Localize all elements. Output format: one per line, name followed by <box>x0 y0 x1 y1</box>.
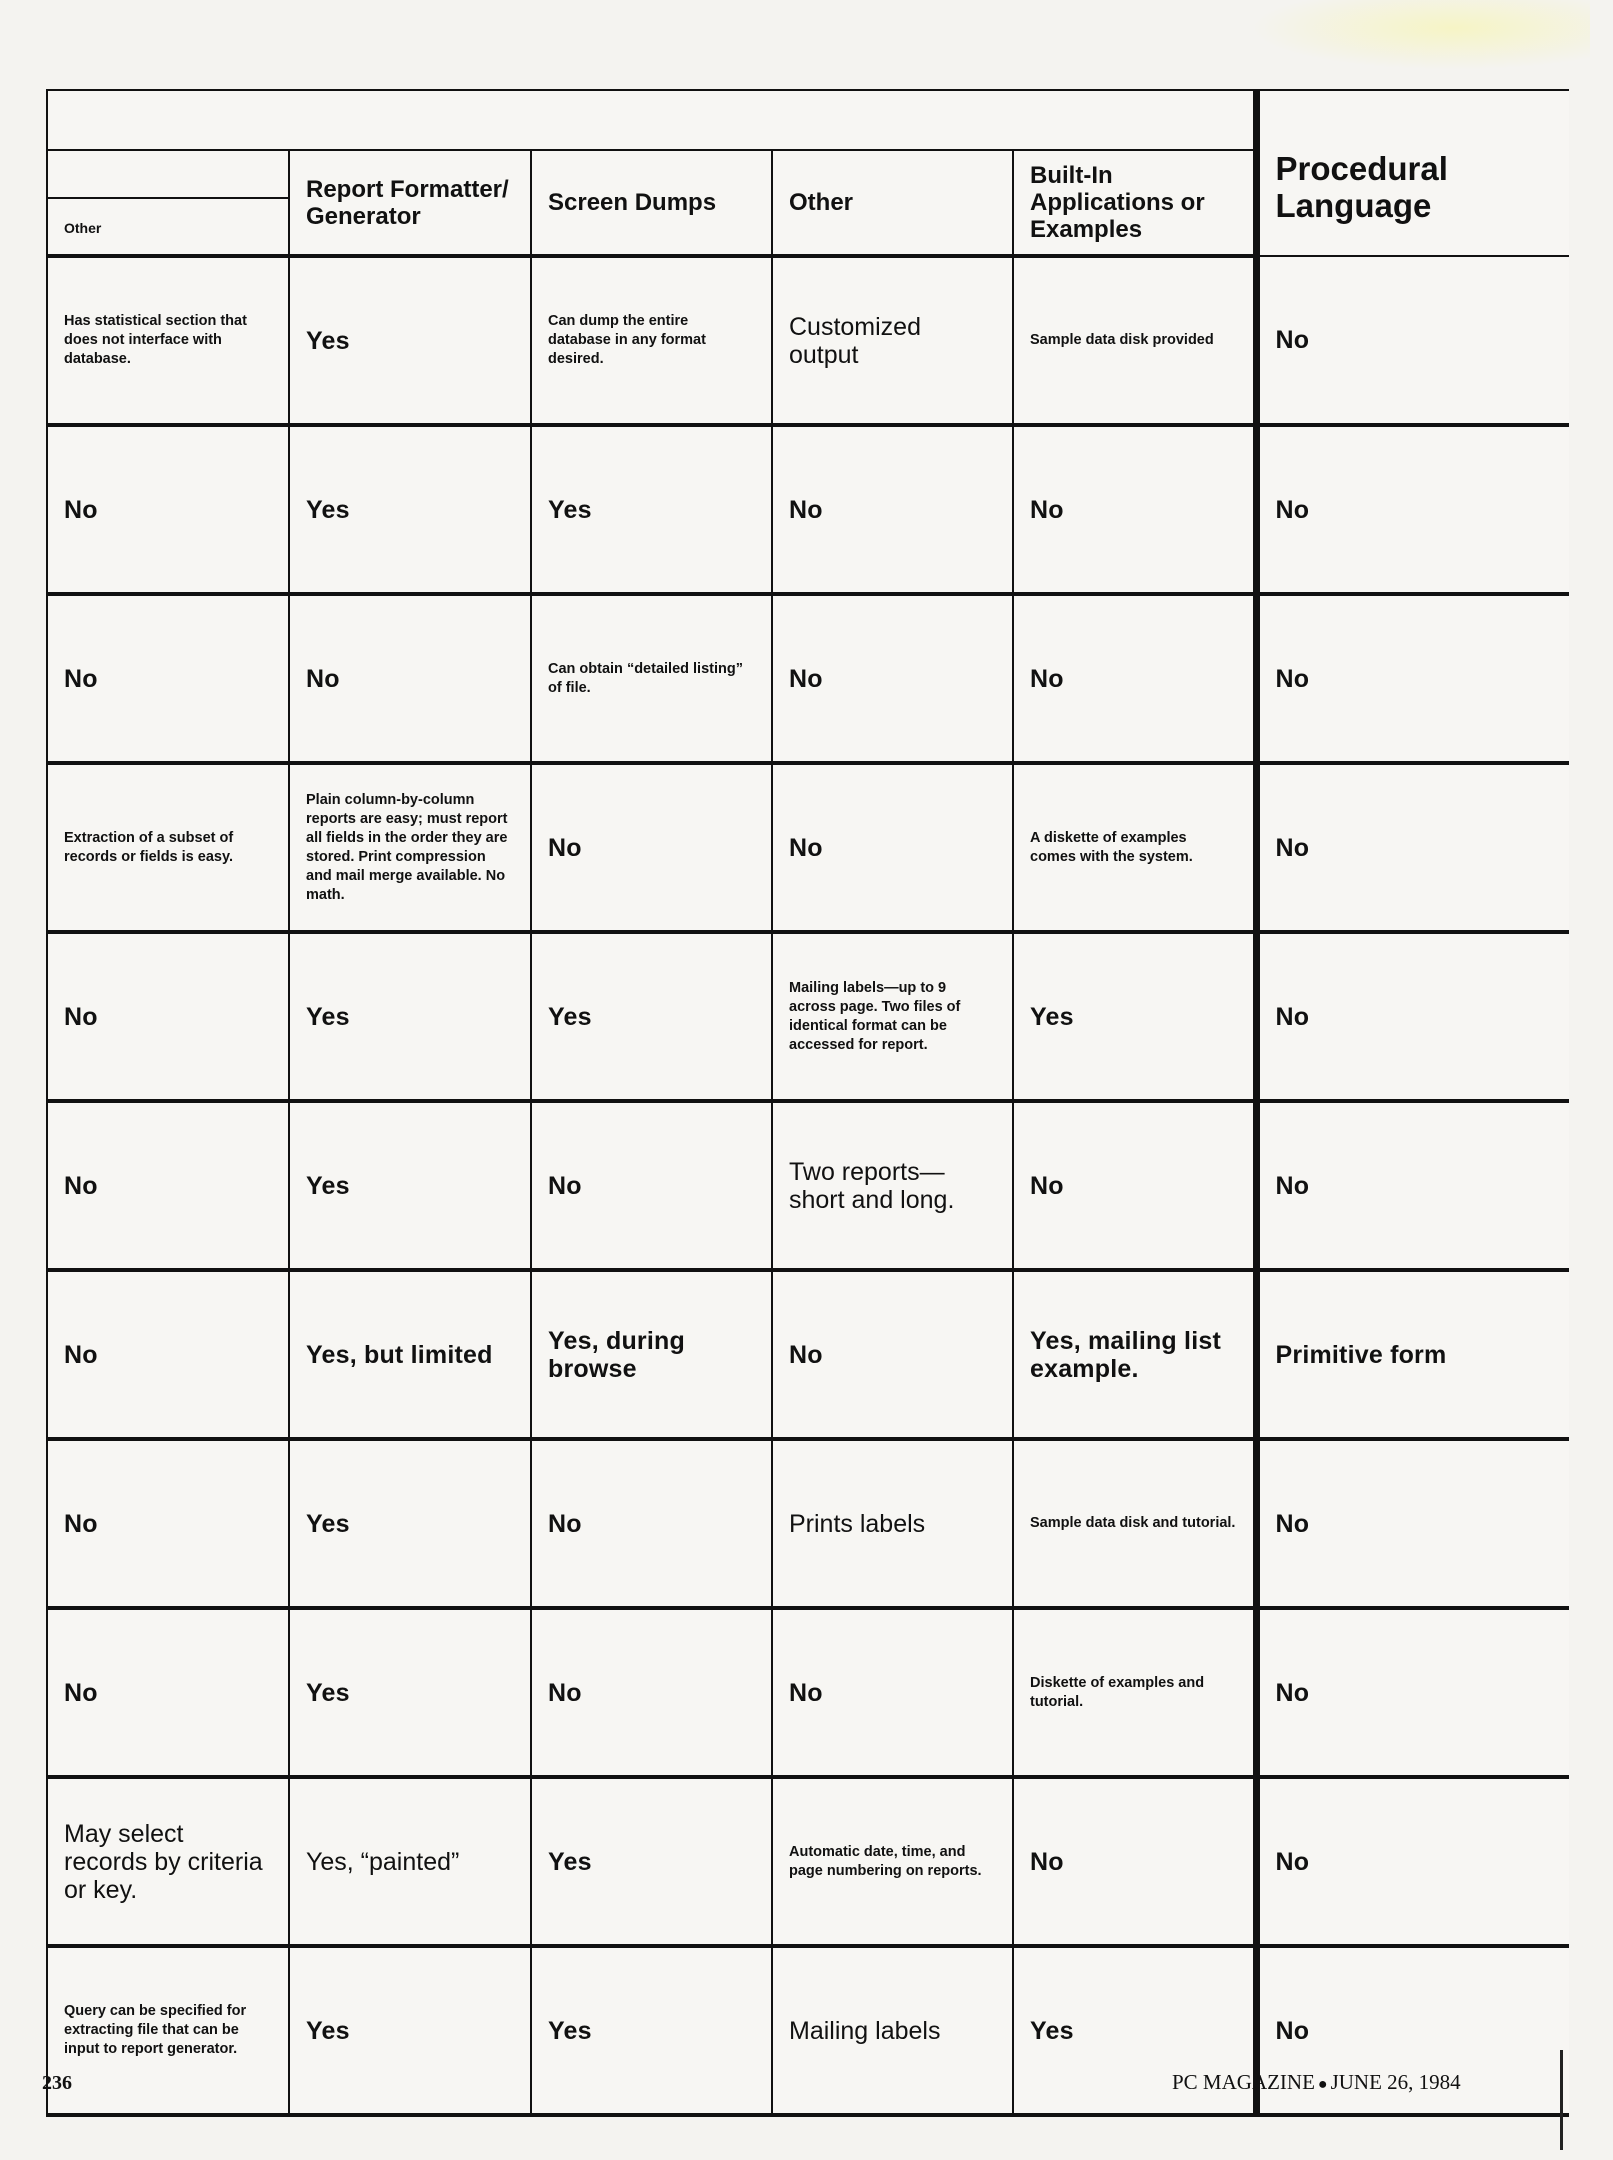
table-cell <box>1256 594 1569 763</box>
header-other-2 <box>772 150 1013 256</box>
table-row <box>47 1777 1569 1946</box>
header-other-bottom <box>48 199 288 244</box>
cell-text: Can obtain “detailed listing” of file. <box>548 660 743 696</box>
cell-text: A diskette of examples comes with the system. <box>1030 829 1193 865</box>
table-cell <box>47 1439 289 1608</box>
table-cell <box>289 425 531 594</box>
table-cell <box>1013 1608 1256 1777</box>
header-other <box>47 150 289 256</box>
table-row <box>47 425 1569 594</box>
table-cell <box>1013 1270 1256 1439</box>
table-cell <box>1256 425 1569 594</box>
table-cell <box>772 594 1013 763</box>
table-cell <box>289 1946 531 2115</box>
table-cell <box>772 1270 1013 1439</box>
cell-text: Customized output <box>789 312 921 369</box>
table-cell <box>772 763 1013 932</box>
table-cell <box>47 1777 289 1946</box>
cell-text: Sample data disk provided <box>1030 332 1214 348</box>
cell-text: Yes <box>306 326 350 355</box>
table-cell <box>1256 256 1569 425</box>
table-cell <box>531 1101 772 1270</box>
cell-text: Yes, “painted” <box>306 1847 460 1876</box>
table-cell <box>289 1608 531 1777</box>
table-cell <box>772 932 1013 1101</box>
cell-text: Yes <box>548 2016 592 2045</box>
cell-text: May select records by criteria or key. <box>64 1819 263 1904</box>
table-cell <box>531 425 772 594</box>
bullet-icon: ● <box>1317 2076 1328 2093</box>
table-cell <box>289 256 531 425</box>
cell-text: No <box>789 833 823 862</box>
table-cell <box>1256 1439 1569 1608</box>
cell-text: Has statistical section that does not interface with database. <box>64 313 247 367</box>
table-cell <box>47 1946 289 2115</box>
table-top-bar <box>47 90 1569 150</box>
table-cell <box>289 1439 531 1608</box>
table-cell <box>772 1946 1013 2115</box>
header-split-line <box>48 151 288 199</box>
cell-text: Sample data disk and tutorial. <box>1030 1515 1236 1531</box>
table-cell <box>1013 425 1256 594</box>
header-built-in <box>1013 150 1256 256</box>
table-row <box>47 256 1569 425</box>
cell-text: No <box>548 1678 582 1707</box>
table-cell <box>531 1270 772 1439</box>
issue-date: JUNE 26, 1984 <box>1330 2070 1461 2094</box>
cell-text: No <box>548 833 582 862</box>
cell-text: No <box>64 1340 98 1369</box>
cell-text: No <box>64 495 98 524</box>
header-procedural-language <box>1256 90 1569 256</box>
cell-text: No <box>1275 2016 1310 2045</box>
table-cell <box>289 763 531 932</box>
table-cell <box>47 1270 289 1439</box>
cell-text: No <box>789 1340 823 1369</box>
table-cell <box>531 256 772 425</box>
cell-text: No <box>1275 1847 1310 1876</box>
table-cell <box>531 1946 772 2115</box>
table-cell <box>531 1439 772 1608</box>
cell-text: Yes <box>306 1678 350 1707</box>
table-row <box>47 1270 1569 1439</box>
table-cell <box>47 932 289 1101</box>
comparison-table <box>46 89 1569 2117</box>
cell-text: No <box>789 495 823 524</box>
cell-text: Yes <box>548 1847 592 1876</box>
table-cell <box>531 594 772 763</box>
table-cell <box>289 594 531 763</box>
cell-text: Yes <box>306 495 350 524</box>
cell-text: Yes, mailing list example. <box>1030 1326 1221 1383</box>
table-cell <box>772 425 1013 594</box>
table-cell <box>1256 932 1569 1101</box>
cell-text: No <box>1030 664 1064 693</box>
cell-text: Diskette of examples and tutorial. <box>1030 1674 1205 1710</box>
cell-text: Query can be specified for extracting file that can be input to report generator. <box>64 2003 247 2057</box>
cell-text: Yes <box>306 1002 350 1031</box>
cell-text: Yes <box>306 2016 350 2045</box>
table-cell <box>47 1101 289 1270</box>
cell-text: No <box>64 1509 98 1538</box>
table-cell <box>47 763 289 932</box>
table-cell <box>531 932 772 1101</box>
cell-text: Yes <box>548 1002 592 1031</box>
header-report-formatter <box>289 150 531 256</box>
table-row <box>47 763 1569 932</box>
cell-text: No <box>1275 1171 1310 1200</box>
table-cell <box>1256 763 1569 932</box>
built-in-header-label: Built-In Applications or Examples <box>1030 162 1205 243</box>
cell-text: Plain column-by-column reports are easy; must report all fields in the order they are stored. Print compression and mail merge available. No math. <box>306 791 508 903</box>
cell-text: No <box>548 1509 582 1538</box>
cell-text: No <box>789 1678 823 1707</box>
cell-text: No <box>1275 664 1310 693</box>
table-cell <box>1256 1777 1569 1946</box>
cell-text: Prints labels <box>789 1509 926 1538</box>
table-cell <box>289 932 531 1101</box>
table-row <box>47 1101 1569 1270</box>
cell-text: Yes <box>306 1171 350 1200</box>
table-cell <box>289 1101 531 1270</box>
page-stain <box>1250 0 1590 70</box>
cell-text: No <box>1275 1002 1310 1031</box>
cell-text: Can dump the entire database in any format desired. <box>548 313 706 367</box>
table-cell <box>1013 932 1256 1101</box>
cell-text: No <box>64 664 98 693</box>
page-number: 236 <box>42 2072 72 2094</box>
cell-text: No <box>64 1171 98 1200</box>
cell-text: Yes <box>1030 2016 1074 2045</box>
cell-text: No <box>1030 1847 1064 1876</box>
table-cell <box>531 1777 772 1946</box>
table-cell <box>1256 1608 1569 1777</box>
cell-text: Primitive form <box>1275 1340 1447 1369</box>
cell-text: No <box>1275 1509 1310 1538</box>
cell-text: No <box>548 1171 582 1200</box>
table-cell <box>772 256 1013 425</box>
cell-text: No <box>1275 495 1310 524</box>
cell-text: Yes, during browse <box>548 1326 685 1383</box>
cell-text: No <box>789 664 823 693</box>
table-cell <box>1013 1777 1256 1946</box>
top-bar-cell <box>47 90 1256 150</box>
cell-text: Automatic date, time, and page numbering on reports. <box>789 1843 982 1879</box>
table-cell <box>1013 1439 1256 1608</box>
other-2-header-label: Other <box>789 189 854 216</box>
table-cell <box>772 1777 1013 1946</box>
table-row <box>47 1608 1569 1777</box>
table-cell <box>1013 594 1256 763</box>
cell-text: No <box>1275 326 1310 354</box>
cell-text: Yes <box>1030 1002 1074 1031</box>
table-cell <box>1256 1270 1569 1439</box>
cell-text: No <box>64 1678 98 1707</box>
cell-text: Yes <box>548 495 592 524</box>
table-row <box>47 1439 1569 1608</box>
table-cell <box>1013 1101 1256 1270</box>
cell-text: No <box>64 1002 98 1031</box>
table-row <box>47 932 1569 1101</box>
table-cell <box>1013 763 1256 932</box>
magazine-footer <box>1172 2070 1461 2095</box>
cell-text: Mailing labels <box>789 2016 941 2045</box>
table-cell <box>47 425 289 594</box>
cell-text: No <box>1275 1678 1310 1707</box>
table-cell <box>47 1608 289 1777</box>
cell-text: No <box>1030 495 1064 524</box>
table-cell <box>1013 256 1256 425</box>
table-cell <box>772 1608 1013 1777</box>
cell-text: No <box>1030 1171 1064 1200</box>
table-cell <box>289 1270 531 1439</box>
page-edge-line <box>1560 2050 1563 2150</box>
procedural-header-label: Procedural Language <box>1275 150 1448 224</box>
cell-text: Mailing labels—up to 9 across page. Two files of identical format can be accessed for report. <box>789 979 961 1053</box>
report-formatter-header-label: Report Formatter/ Generator <box>306 175 509 230</box>
table-cell <box>47 594 289 763</box>
cell-text: Two reports—short and long. <box>789 1157 955 1214</box>
cell-text: Extraction of a subset of records or fields is easy. <box>64 829 234 865</box>
table-cell <box>289 1777 531 1946</box>
screen-dumps-header-label: Screen Dumps <box>548 189 717 216</box>
table-cell <box>531 1608 772 1777</box>
other-header-label: Other <box>64 220 102 236</box>
cell-text: Yes <box>306 1509 350 1538</box>
table-cell <box>772 1439 1013 1608</box>
cell-text: No <box>1275 833 1310 862</box>
header-screen-dumps <box>531 150 772 256</box>
table-cell <box>772 1101 1013 1270</box>
magazine-name: PC MAGAZINE <box>1172 2070 1315 2094</box>
table-cell <box>1256 1101 1569 1270</box>
cell-text: Yes, but limited <box>306 1340 493 1369</box>
table-row <box>47 594 1569 763</box>
table-cell <box>47 256 289 425</box>
table-cell <box>531 763 772 932</box>
cell-text: No <box>306 664 340 693</box>
